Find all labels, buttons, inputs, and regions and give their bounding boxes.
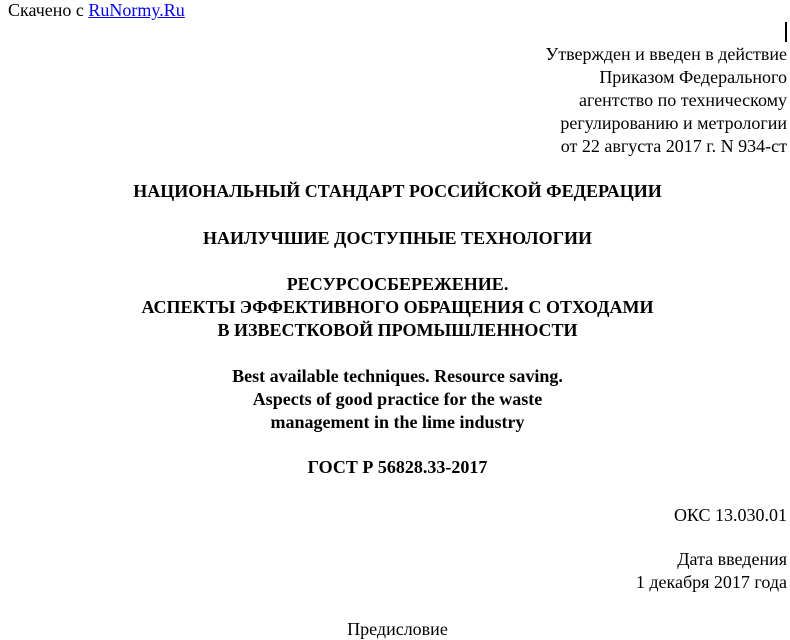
introduction-label: Дата введения	[677, 549, 787, 569]
source-link[interactable]: RuNormy.Ru	[88, 0, 185, 20]
document-title-line: АСПЕКТЫ ЭФФЕКТИВНОГО ОБРАЩЕНИЯ С ОТХОДАМИ	[141, 297, 654, 317]
approval-line: агентство по техническому	[579, 90, 787, 110]
introduction-date: 1 декабря 2017 года	[635, 572, 787, 592]
national-standard-heading: НАЦИОНАЛЬНЫЙ СТАНДАРТ РОССИЙСКОЙ ФЕДЕРАЦИИ	[133, 181, 662, 201]
english-title-line: Best available techniques. Resource saving.	[232, 366, 563, 386]
document-title	[0, 273, 790, 342]
preface-heading: Предисловие	[347, 619, 448, 639]
text-cursor	[785, 22, 787, 42]
english-title-line: Aspects of good practice for the waste	[252, 389, 543, 409]
oks-code: ОКС 13.030.01	[673, 505, 787, 525]
approval-line: регулированию и метрологии	[560, 113, 787, 133]
english-title	[0, 365, 790, 434]
approval-line: от 22 августа 2017 г. N 934-ст	[560, 136, 787, 156]
approval-line: Приказом Федерального	[599, 67, 787, 87]
source-prefix: Скачено с	[8, 0, 89, 20]
gost-number: ГОСТ Р 56828.33-2017	[307, 457, 488, 477]
approval-line: Утвержден и введен в действие	[545, 44, 787, 64]
document-title-line: В ИЗВЕСТКОВОЙ ПРОМЫШЛЕННОСТИ	[217, 320, 578, 340]
best-available-heading: НАИЛУЧШИЕ ДОСТУПНЫЕ ТЕХНОЛОГИИ	[202, 228, 593, 248]
document-title-line: РЕСУРСОСБЕРЕЖЕНИЕ.	[286, 274, 509, 294]
source-line	[8, 0, 185, 20]
approval-block	[545, 43, 787, 158]
english-title-line: management in the lime industry	[270, 412, 525, 432]
introduction-date-block	[636, 548, 787, 594]
